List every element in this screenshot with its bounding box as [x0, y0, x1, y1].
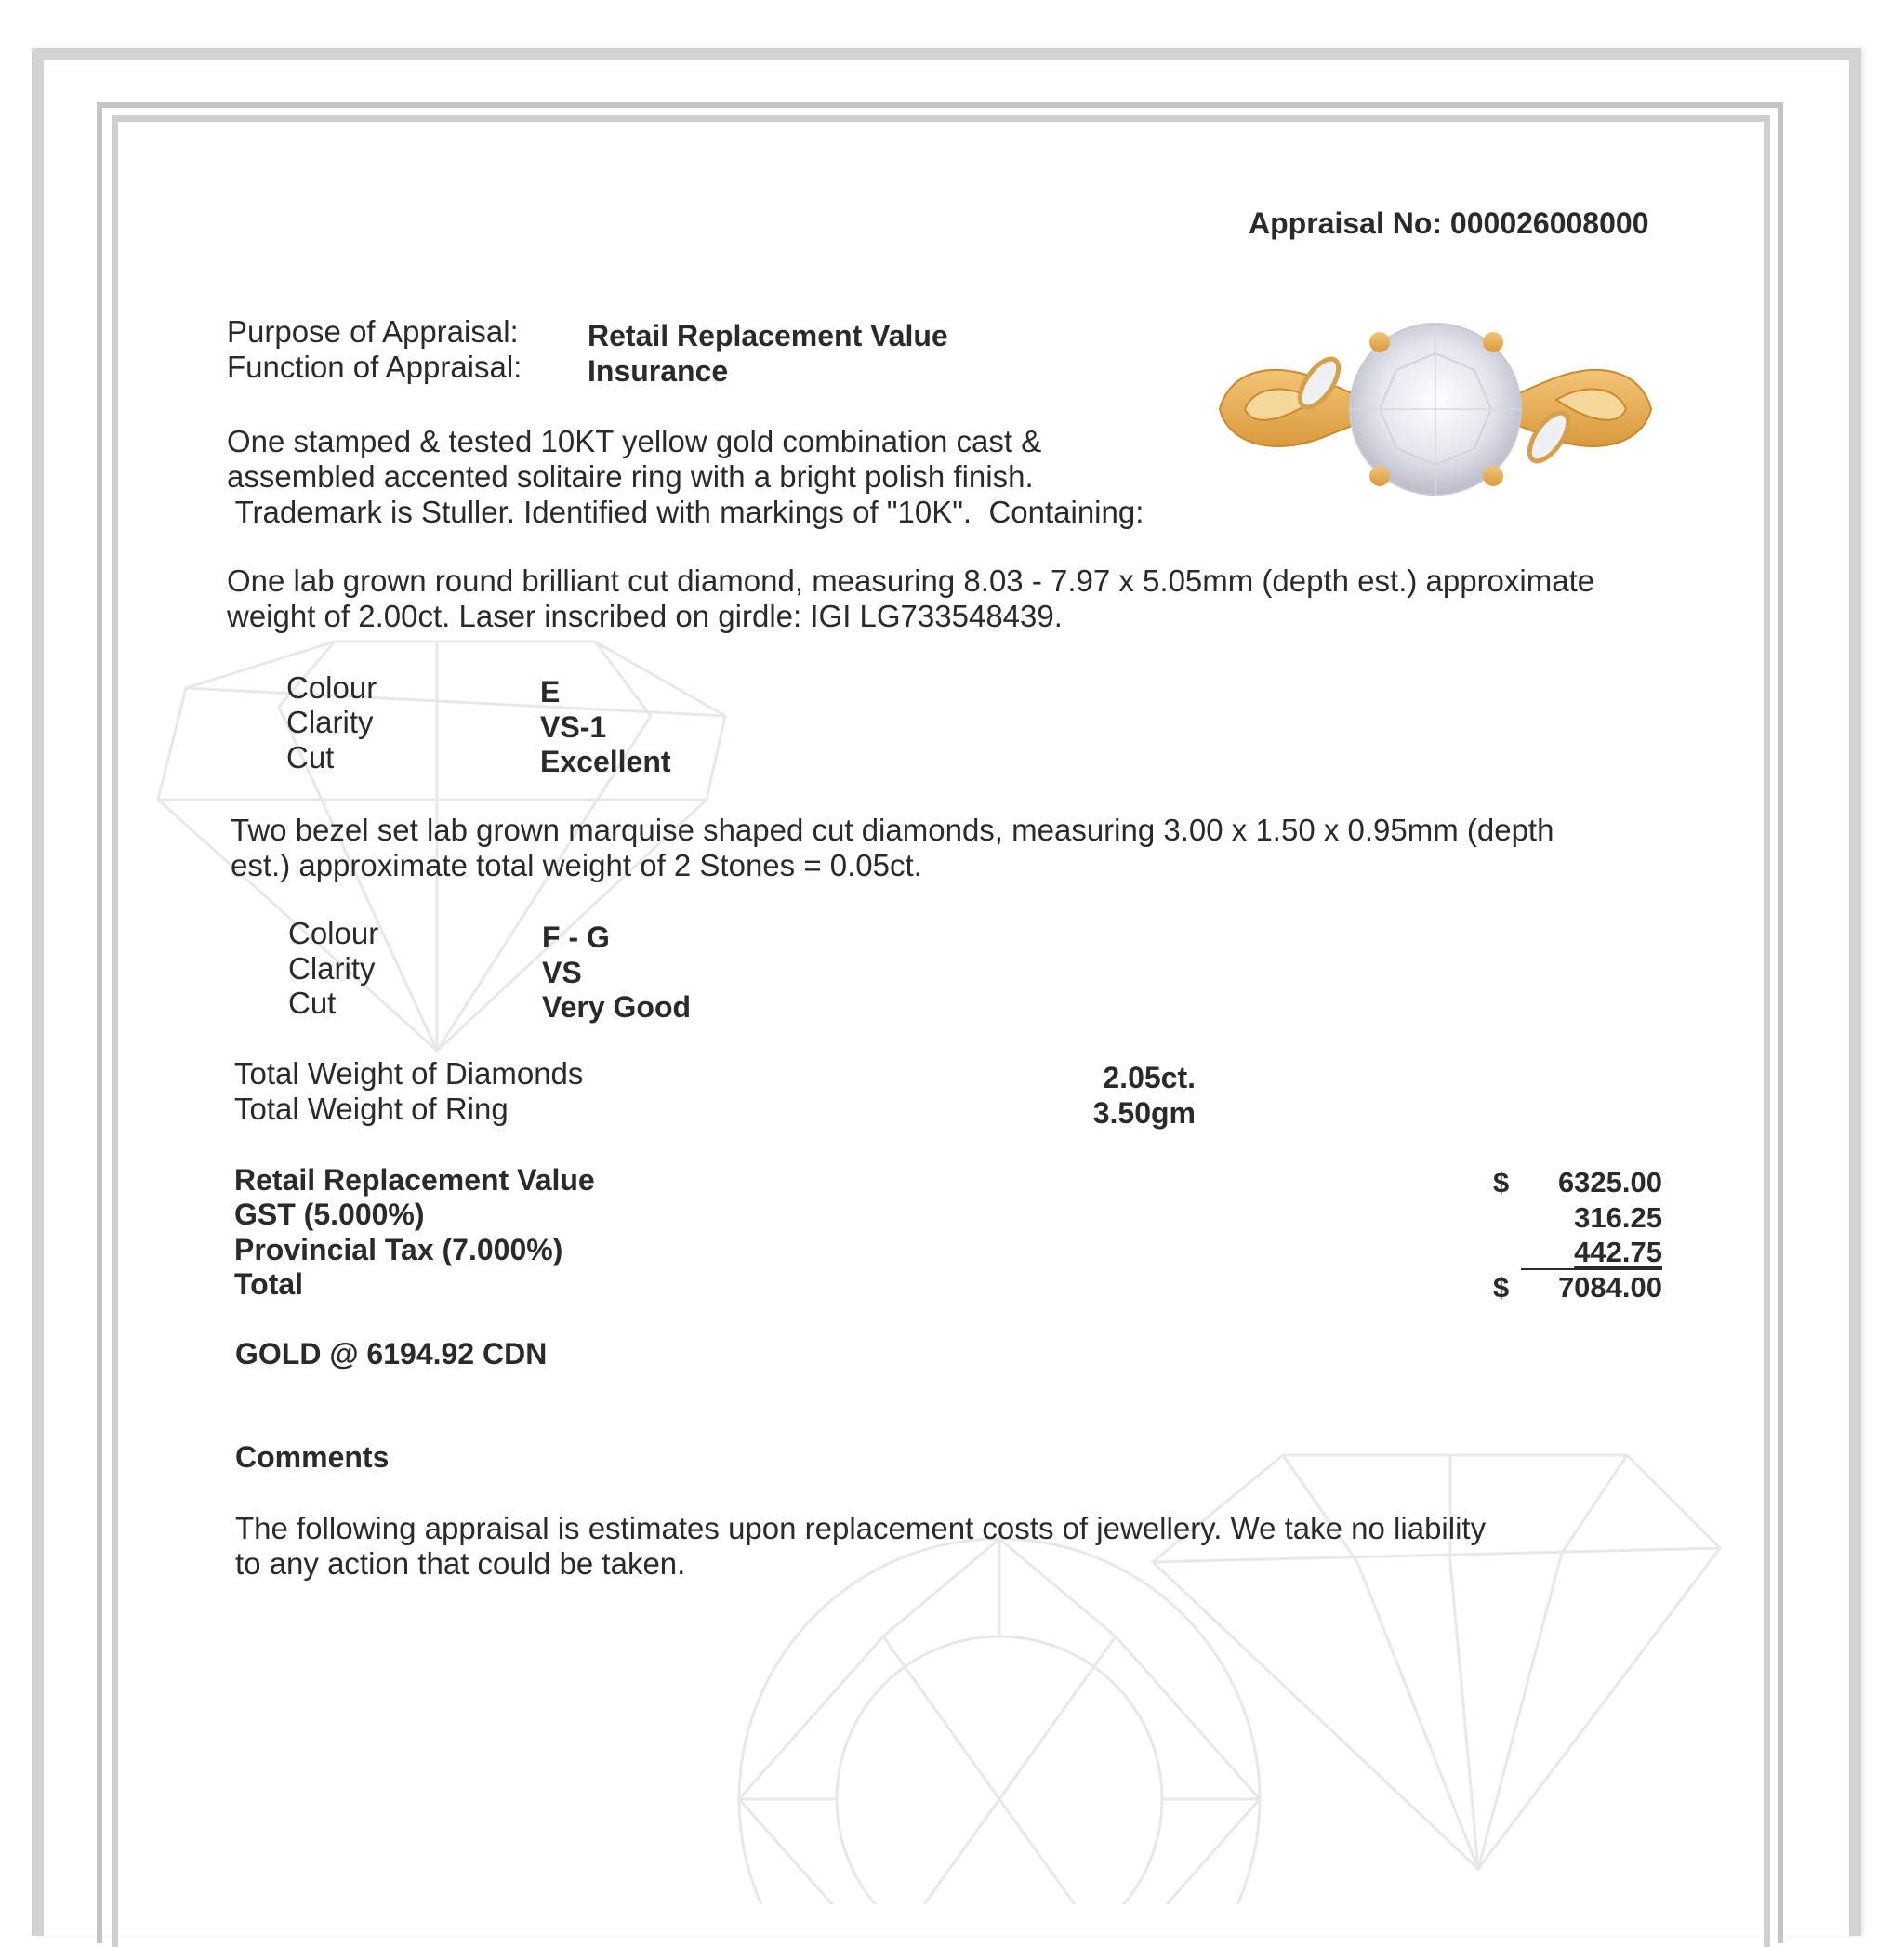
function-label: Function of Appraisal: — [227, 350, 522, 384]
ring-photo — [1212, 316, 1659, 511]
ring-weight-value: 3.50gm — [1092, 1096, 1196, 1130]
center-cut-label: Cut — [286, 740, 335, 775]
side-stones-line: Two bezel set lab grown marquise shaped cut diamonds, measuring 3.00 x 1.50 x 0.95mm (depth — [231, 813, 1554, 847]
purpose-label: Purpose of Appraisal: — [227, 314, 519, 349]
function-value: Insurance — [588, 354, 729, 388]
center-clarity-value: VS-1 — [540, 710, 607, 744]
side-colour-value: F - G — [542, 921, 610, 954]
comments-line: to any action that could be taken. — [235, 1546, 686, 1581]
center-stone-line: weight of 2.00ct. Laser inscribed on girdle: IGI LG733548439. — [227, 599, 1063, 633]
ring-weight-label: Total Weight of Ring — [234, 1092, 509, 1126]
diamond-weight-label: Total Weight of Diamonds — [234, 1056, 584, 1091]
side-cut-value: Very Good — [542, 990, 692, 1024]
provincial-tax-label: Provincial Tax (7.000%) — [234, 1233, 563, 1266]
total-currency: $ — [1493, 1271, 1510, 1304]
side-cut-label: Cut — [288, 986, 337, 1020]
side-colour-label: Colour — [288, 916, 379, 950]
appraisal-number: Appraisal No: 000026008000 — [1249, 206, 1649, 240]
comments-text — [235, 1511, 1486, 1582]
retail-value-currency: $ — [1493, 1166, 1510, 1199]
side-stones-line: est.) approximate total weight of 2 Stones = 0.05ct. — [231, 848, 922, 882]
center-colour-value: E — [540, 675, 561, 709]
retail-value-label: Retail Replacement Value — [234, 1163, 595, 1197]
purpose-value: Retail Replacement Value — [588, 319, 948, 352]
total-amount: 7084.00 — [1557, 1271, 1662, 1304]
side-stones-description — [231, 813, 1554, 883]
description-line: assembled accented solitaire ring with a bright polish finish. — [227, 459, 1034, 494]
description-line: Trademark is Stuller. Identified with markings of "10K". Containing: — [227, 495, 1144, 529]
gst-label: GST (5.000%) — [234, 1198, 425, 1231]
provincial-tax-amount: 442.75 — [1574, 1236, 1662, 1268]
gst-amount: 316.25 — [1574, 1201, 1662, 1234]
retail-value-amount: 6325.00 — [1557, 1166, 1662, 1199]
ring-description — [227, 424, 1144, 530]
center-cut-value: Excellent — [540, 745, 671, 778]
center-clarity-label: Clarity — [286, 705, 374, 739]
comments-line: The following appraisal is estimates upon replacement costs of jewellery. We take no liability — [235, 1511, 1487, 1545]
diamond-weight-value: 2.05ct. — [1103, 1061, 1196, 1094]
gold-price: GOLD @ 6194.92 CDN — [235, 1337, 548, 1371]
comments-heading: Comments — [235, 1440, 390, 1474]
center-stone-description — [227, 563, 1594, 634]
side-clarity-value: VS — [542, 956, 582, 989]
center-colour-label: Colour — [286, 670, 377, 705]
center-stone-line: One lab grown round brilliant cut diamond, measuring 8.03 - 7.97 x 5.05mm (depth est.) approximate — [227, 563, 1595, 598]
total-label: Total — [234, 1267, 304, 1301]
description-line: One stamped & tested 10KT yellow gold combination cast & — [227, 424, 1042, 458]
side-clarity-label: Clarity — [288, 951, 376, 986]
